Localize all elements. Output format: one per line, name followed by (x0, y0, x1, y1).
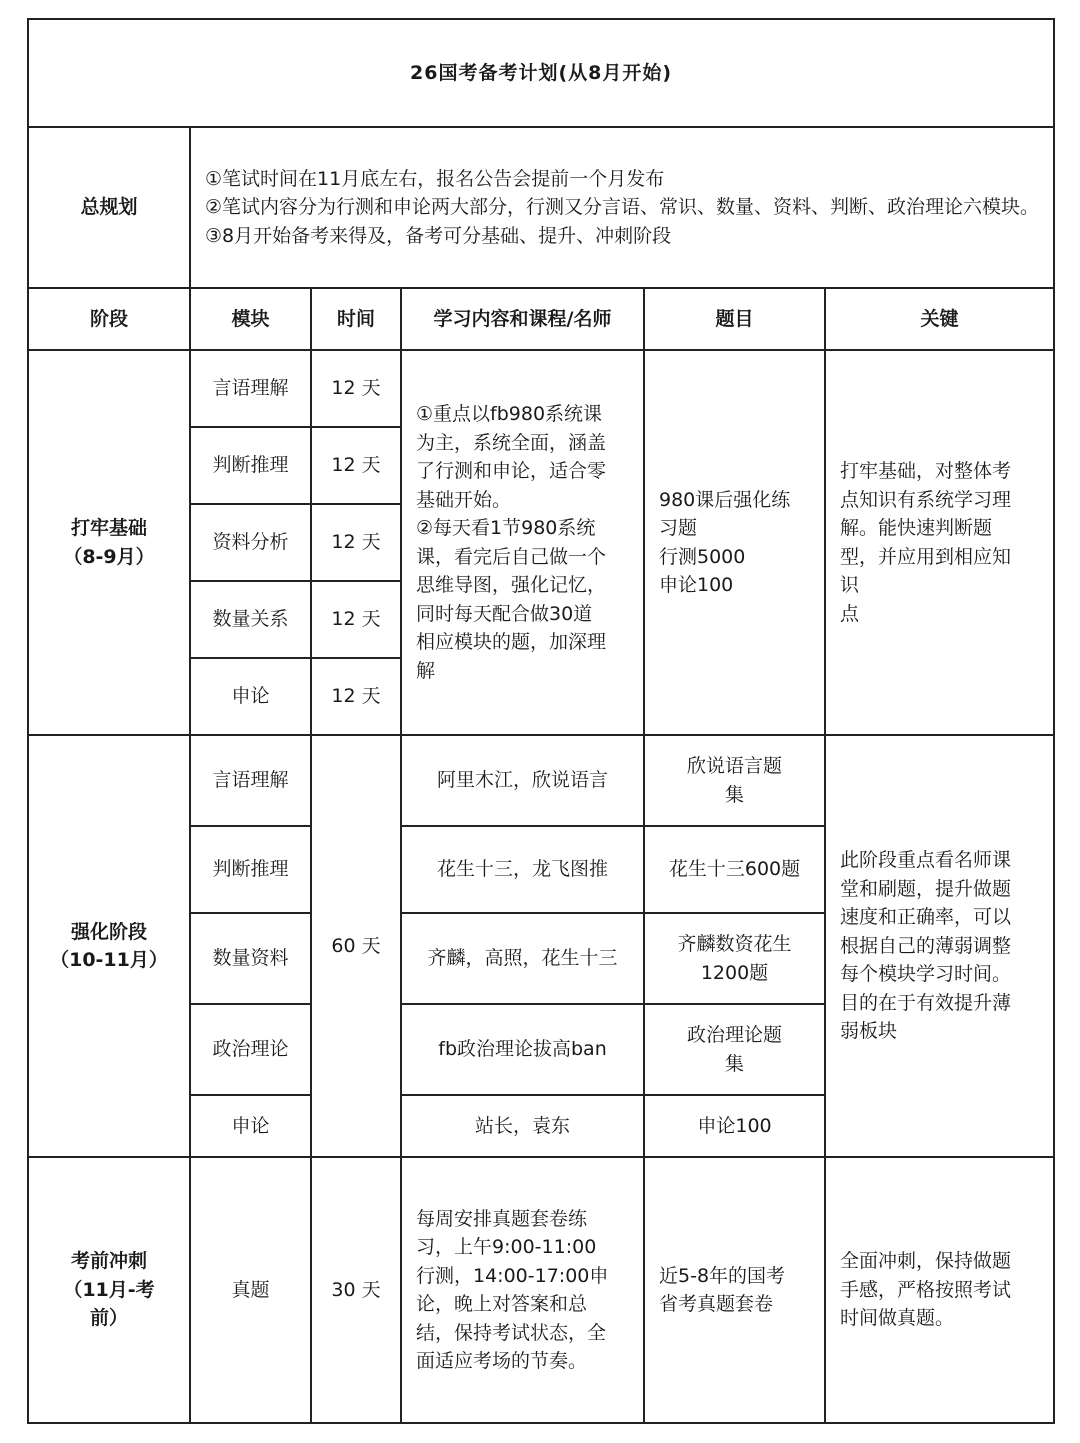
stage-name: 打牢基础 （8-9月） (28, 350, 190, 735)
module-cell: 申论 (190, 1095, 311, 1157)
module-cell: 数量关系 (190, 581, 311, 658)
table-row (28, 1157, 1054, 1423)
module-cell: 政治理论 (190, 1004, 311, 1095)
questions-cell: 政治理论题 集 (644, 1004, 825, 1095)
time-cell: 30 天 (311, 1157, 401, 1423)
module-cell: 申论 (190, 658, 311, 735)
module-cell: 言语理解 (190, 735, 311, 826)
time-cell: 12 天 (311, 658, 401, 735)
time-cell: 12 天 (311, 581, 401, 658)
overview-text (190, 127, 1054, 288)
stage-name: 强化阶段 （10-11月） (28, 735, 190, 1157)
content-cell: 站长，袁东 (401, 1095, 644, 1157)
time-cell: 60 天 (311, 735, 401, 1157)
header-key: 关键 (825, 288, 1054, 350)
title-row (28, 19, 1054, 127)
time-cell: 12 天 (311, 427, 401, 504)
overview-line: ②笔试内容分为行测和申论两大部分，行测又分言语、常识、数量、资料、判断、政治理论六模块。 (205, 196, 1040, 219)
time-cell: 12 天 (311, 350, 401, 427)
stage-name: 考前冲刺 （11月-考 前） (28, 1157, 190, 1423)
key-cell: 全面冲刺，保持做题 手感，严格按照考试 时间做真题。 (825, 1157, 1054, 1423)
content-cell: fb政治理论拔高ban (401, 1004, 644, 1095)
content-cell: 花生十三，龙飞图推 (401, 826, 644, 913)
header-stage: 阶段 (28, 288, 190, 350)
table-row (28, 735, 1054, 826)
questions-cell: 欣说语言题 集 (644, 735, 825, 826)
content-cell: 每周安排真题套卷练 习，上午9:00-11:00 行测，14:00-17:00申 论，晚上对答案和总 结，保持考试状态，全 面适应考场的节奏。 (401, 1157, 644, 1423)
overview-label: 总规划 (28, 127, 190, 288)
time-cell: 12 天 (311, 504, 401, 581)
overview-line: ①笔试时间在11月底左右，报名公告会提前一个月发布 (205, 167, 665, 190)
questions-cell: 齐麟数资花生 1200题 (644, 913, 825, 1004)
table-row (28, 350, 1054, 427)
overview-line: ③8月开始备考来得及，备考可分基础、提升、冲刺阶段 (205, 224, 672, 247)
content-cell: 阿里木江，欣说语言 (401, 735, 644, 826)
module-cell: 言语理解 (190, 350, 311, 427)
module-cell: 资料分析 (190, 504, 311, 581)
module-cell: 真题 (190, 1157, 311, 1423)
questions-cell: 花生十三600题 (644, 826, 825, 913)
header-time: 时间 (311, 288, 401, 350)
study-plan-document (27, 18, 1053, 1424)
key-cell: 打牢基础，对整体考 点知识有系统学习理 解。能快速判断题 型，并应用到相应知 识 点 (825, 350, 1054, 735)
content-cell: ①重点以fb980系统课 为主，系统全面，涵盖 了行测和申论，适合零 基础开始。 ②每天看1节980系统 课，看完后自己做一个 思维导图，强化记忆， 同时每天配合做30道 相应模块的题，加深理 解 (401, 350, 644, 735)
questions-cell: 申论100 (644, 1095, 825, 1157)
header-row (28, 288, 1054, 350)
page-title: 26国考备考计划(从8月开始) (28, 19, 1054, 127)
key-cell: 此阶段重点看名师课 堂和刷题，提升做题 速度和正确率，可以 根据自己的薄弱调整 每个模块学习时间。 目的在于有效提升薄 弱板块 (825, 735, 1054, 1157)
module-cell: 判断推理 (190, 427, 311, 504)
overview-row (28, 127, 1054, 288)
questions-cell: 980课后强化练 习题 行测5000 申论100 (644, 350, 825, 735)
questions-cell: 近5-8年的国考 省考真题套卷 (644, 1157, 825, 1423)
header-questions: 题目 (644, 288, 825, 350)
module-cell: 数量资料 (190, 913, 311, 1004)
content-cell: 齐麟，高照，花生十三 (401, 913, 644, 1004)
header-content: 学习内容和课程/名师 (401, 288, 644, 350)
header-module: 模块 (190, 288, 311, 350)
module-cell: 判断推理 (190, 826, 311, 913)
study-plan-table (27, 18, 1055, 1424)
